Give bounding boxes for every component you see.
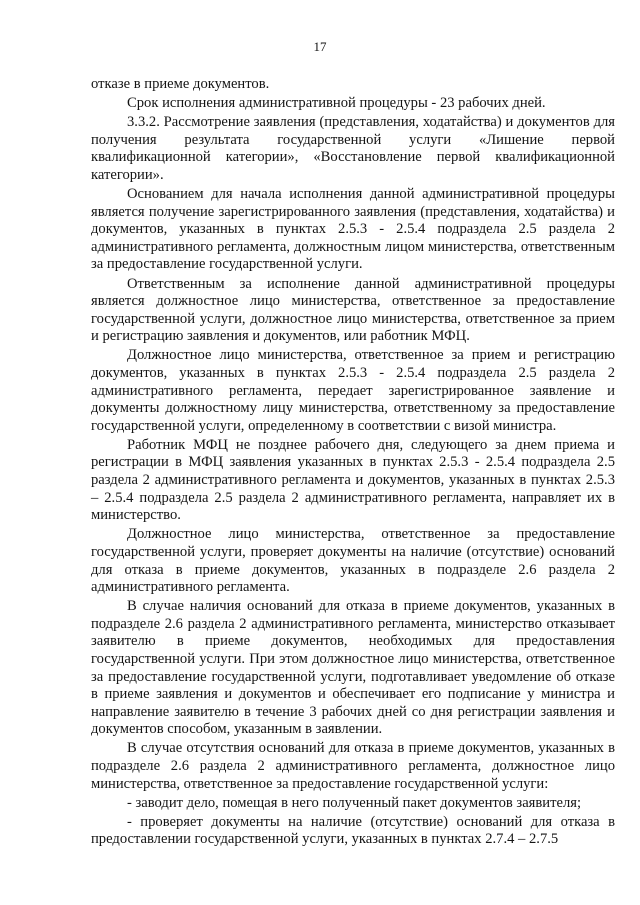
paragraph: Должностное лицо министерства, ответственное за предоставление государственной услуги, проверяет документы на наличие (отсутствие) оснований для отказа в приеме документов, указанных в подразделе 2.6 раздела 2 административного регламента. [91,526,615,596]
paragraph: Ответственным за исполнение данной административной процедуры является должностное лицо министерства, ответственное за предоставление государственной услуги, должностное лицо министерства, ответственное за прием и регистрацию заявления и документов, или работник МФЦ. [91,275,615,345]
page-number: 17 [313,39,327,54]
paragraph: 3.3.2. Рассмотрение заявления (представления, ходатайства) и документов для получения результата государственной услуги «Лишение первой квалификационной категории», «Восстановление первой квалификационной категории». [91,114,615,183]
paragraph: В случае отсутствия оснований для отказа в приеме документов, указанных в подразделе 2.6 раздела 2 административного регламента, должностное лицо министерства, ответственное за предоставление государственной услуги: [91,740,615,792]
document-body [91,76,615,851]
paragraph: Должностное лицо министерства, ответственное за прием и регистрацию документов, указанных в пунктах 2.5.3 - 2.5.4 подраздела 2.5 раздела 2 административного регламента, передает зарегистрированное заявление и документы должностному лицу министерства, ответственному за предоставление государственной услуги, определенному в соответствии с визой министра. [91,347,615,434]
list-item: - проверяет документы на наличие (отсутствие) оснований для отказа в предоставлении государственной услуги, указанных в пунктах 2.7.4 – 2.7.5 [91,813,615,848]
paragraph: В случае наличия оснований для отказа в приеме документов, указанных в подразделе 2.6 раздела 2 административного регламента, министерство отказывает заявителю в приеме документов, необходимых для предоставления государственной услуги. При этом должностное лицо министерства, ответственное за предоставление государственной услуги, подготавливает уведомление об отказе в приеме заявления и документов и обеспечивает его подписание у министра и направление заявителю в течение 3 рабочих дней со дня регистрации заявления и документов способом, указанным в заявлении. [91,598,615,738]
paragraph: Работник МФЦ не позднее рабочего дня, следующего за днем приема и регистрации в МФЦ заявления указанных в пунктах 2.5.3 - 2.5.4 подраздела 2.5 раздела 2 административного регламента и документов, указанных в пунктах 2.5.3 – 2.5.4 подраздела 2.5 раздела 2 административного регламента, направляет их в министерство. [91,436,615,524]
list-item: - заводит дело, помещая в него полученный пакет документов заявителя; [127,794,581,811]
paragraph: отказе в приеме документов. [91,76,270,92]
paragraph: Срок исполнения административной процедуры - 23 рабочих дней. [127,95,546,112]
paragraph: Основанием для начала исполнения данной административной процедуры является получение зарегистрированного заявления (представления, ходатайства) и документов, указанных в пунктах 2.5.3 - 2.5.4 подраздела 2.5 раздела 2 административного регламента, должностным лицом министерства, ответственным за предоставление государственной услуги. [91,186,615,273]
